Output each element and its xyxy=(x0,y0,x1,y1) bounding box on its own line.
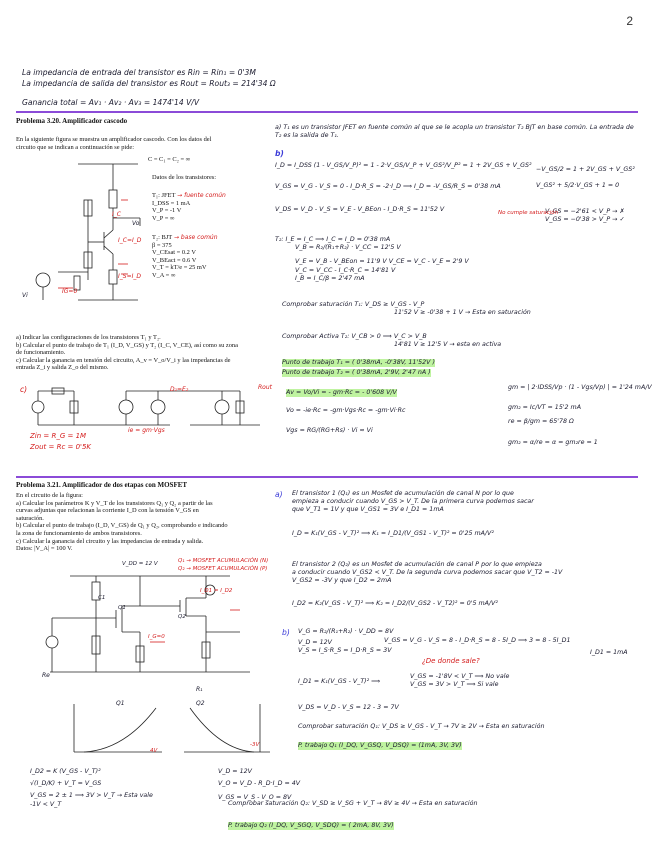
p321-bias-eqs: V_G = R₂/(R₁+R₂) · V_DD = 8V V_D = 12V V_S = I_S·R_S = I_D·R_S = 3V xyxy=(298,628,394,655)
circuit-label-q2: Q2 xyxy=(178,614,186,620)
p320-operating-point-t1: Punto de trabajo T₁ = ( 0'38mA, -0'38V, 11'52V ) xyxy=(282,359,435,366)
part-a-marker-321: a) xyxy=(275,490,283,499)
circuit-label-id1-id2: I_D1 = I_D2 xyxy=(200,588,233,594)
ss-label-d1-e2: D₁=E₂ xyxy=(170,386,189,393)
output-impedance-line: La impedancia de salida del transistor es Rout = Rout₃ = 214'34 Ω xyxy=(22,79,276,88)
part-b-marker-321: b) xyxy=(282,628,290,637)
part-b-marker-320: b) xyxy=(275,149,284,158)
circuit-label-ic-id: I_C=I_D xyxy=(118,237,142,244)
p321-sat-q2: Comprobar saturación Q₂: V_SD ≥ V_SG + V_T → 8V ≥ 4V → Esta en saturación xyxy=(228,800,478,807)
p321-transistor2-text: El transistor 2 (Q₂) es un Mosfet de acumulación de canal P por lo que empieza a conducir cuando V_GS2 < V_T. De la segunda curva podemos sacar que V_T2 = -1V V_GS2 = -3V y que I_D2 = 2mA xyxy=(292,561,563,585)
p321-vd-equations: V_D = 12V V_O = V_D - R_D·I_D = 4V V_GS = V_S - V_O = 8V xyxy=(218,768,301,802)
circuit-label-is-id: I_S=I_D xyxy=(118,273,141,280)
section-divider xyxy=(16,111,638,113)
circuit-label-ig: I_G=0 xyxy=(148,634,165,640)
p321-k2: I_D2 = K₂(V_GS - V_T)² ⟹ K₂ = I_D2/(V_GS2 - V_T2)² = 0'5 mA/V² xyxy=(292,600,498,607)
part-c-marker-320: c) xyxy=(20,385,28,394)
p320-active-check: Comprobar Activa T₂: V_CB > 0 ⟹ V_C > V_B 14'81 V ≥ 12'5 V → esta en activa xyxy=(282,333,502,349)
problem-320-questions: a) Indicar las configuraciones de los transistores T₁ y T₂. b) Calcular el punto de trabajo de T₁ (I_D, V_GS) y T₂ (I_C, V_CE), así como su zona de funcionamiento. c) Calcular la ganancia en tensión del circuito, A_v = V_o/V_i y las impedancias de entrada Z_i y salida Z_o del mismo. xyxy=(16,334,238,372)
vdd-label: V_DD = 12 V xyxy=(122,561,158,567)
p320-no-sat-note: No cumple saturación xyxy=(498,210,559,216)
p321-id-equations: I_D2 = K (V_GS - V_T)² √(I_D/K) + V_T = V_GS V_GS = 2 ± 1 ⟹ 3V > V_T → Esta vale -1V < V_T xyxy=(30,768,153,808)
p321-operating-point-q2: P. trabajo Q₂ (I_DQ, V_SGQ, V_SDQ) = ( 2mA, 8V, 3V) xyxy=(228,822,394,829)
p320-quadratic: −V_GS/2 = 1 + 2V_GS + V_GS² V_GS² + 5/2·V_GS + 1 = 0 xyxy=(536,166,635,190)
circuit-label-q1: Q1 xyxy=(118,605,126,611)
p320-eq-id: I_D = I_DSS (1 - V_GS/V_P)² = 1 - 2·V_GS/V_P + V_GS²/V_P² = 1 + 2V_GS + V_GS² xyxy=(275,162,532,169)
transistor-data-title: Datos de los transistores: xyxy=(152,174,217,181)
circuit-label-vo: Vo xyxy=(132,220,140,227)
p321-k1: I_D = K₁(V_GS - V_T)² ⟹ K₁ = I_D1/(V_GS1 - V_T)² = 0'25 mA/V² xyxy=(292,530,494,537)
p320-eq-vds: V_DS = V_D - V_S = V_E - V_BEon - I_D·R_S = 11'52 V xyxy=(275,206,445,213)
circuit-label-ig: IG=0 xyxy=(62,288,78,295)
problem-321-statement: En el circuito de la figura: a) Calcular los parámetros K y V_T de los transistores Q₁ y Q₂ a partir de las curvas adjuntas que relacionan la corriente I_D con la tensión V_GS en saturación. b) Calcular el punto de trabajo (I_D, V_GS) de Q₁ y Q₂, comprobando e indicando la zona de funcionamiento de ambos transistores. c) Calcular la ganancia del circuito y las impedancias de entrada y salida. Datos: |V_A| = 100 V. xyxy=(16,492,228,553)
p321-k1-check: I_D1 = K₁(V_GS - V_T)² ⟹ xyxy=(298,678,381,685)
t2-data: T₂: BJT → base común β = 375 V_CEsat = 0.2 V V_BEact = 0.6 V V_T = kT/e = 25 mV V_A = ∞ xyxy=(152,234,218,279)
q2-type-note: Q₂ → MOSFET ACUMULACIÓN (P) xyxy=(178,566,268,572)
input-impedance-line: La impedancia de entrada del transistor es Rin = Rin₁ = 0'3M xyxy=(22,68,256,77)
problem-320-title: Problema 3.20. Amplificador cascodo xyxy=(16,117,128,125)
graph-q1-axis-value: 4V xyxy=(150,748,158,754)
p321-vgs-eq: V_GS = V_G - V_S = 8 - I_D·R_S = 8 - 5I_D ⟹ 3 = 8 - 5I_D1 xyxy=(384,637,571,644)
p321-vds: V_DS = V_D - V_S = 12 - 3 = 7V xyxy=(298,704,399,711)
p321-sat-q1: Comprobar saturación Q₁: V_DS ≥ V_GS - V_T → 7V ≥ 2V → Esta en saturación xyxy=(298,723,545,730)
p321-answer-a: El transistor 1 (Q₁) es un Mosfet de acumulación de canal N por lo que empieza a conducir cuando V_GS > V_T. De la primera curva podemos sacar que V_T1 = 1V y que V_GS1 = 3V e I_D1 = 1mA xyxy=(292,490,534,514)
p320-answer-a: a) T₁ es un transistor JFET en fuente común al que se le acopla un transistor T₂ BJT en base común. La entrada de T₂ es la salida de T₁. xyxy=(275,124,634,140)
p320-t2-eqs: T₂: I_E = I_C ⟹ I_C ≈ I_D = 0'38 mA V_B = R₂/(R₁+R₂) · V_CC = 12'5 V V_E = V_B - V_BEon = 11'9 V V_CE = V_C - V_E = 2'9 V V_C = V_CC - I_C·R_C = 14'81 V I_B = I_C/β = 2'47 mA xyxy=(275,236,469,282)
q1-type-note: Q₁ → MOSFET ACUMULACIÓN (N) xyxy=(178,558,269,564)
p320-vgs-expr: Vgs = RG/(RG+Rs) · Vi ≈ Vi xyxy=(286,427,373,434)
p320-vo-expr: Vo = -ie·Rc = -gm·Vgs·Rc = -gm·Vi·Rc xyxy=(286,407,406,414)
p320-roots: V_GS = −2'61 < V_P → ✗ V_GS = −0'38 > V_P → ✓ xyxy=(545,208,625,224)
p321-question-note: ¿De donde sale? xyxy=(422,657,480,665)
circuit-label-c1: C1 xyxy=(98,595,106,601)
p321-operating-point-q1: P. trabajo Q₁ (I_DQ, V_GSQ, V_DSQ) = (1mA, 3V, 3V) xyxy=(298,742,462,749)
p321-vgs-roots: V_GS = -1'8V < V_T ⟹ No vale V_GS = 3V > V_T ⟹ Si vale xyxy=(410,673,510,689)
id-vgs-curves xyxy=(64,700,274,762)
zin-value: Zin = R_G = 1M xyxy=(30,432,87,440)
graph-q2-axis-value: -3V xyxy=(250,742,260,748)
cascode-circuit-diagram xyxy=(18,160,150,330)
p320-av: Av = Vo/Vi = - gm·Rc = - 0'608 V/V xyxy=(286,389,397,396)
graph-q2-title: Q2 xyxy=(196,700,205,707)
circuit-label-vi: Vi xyxy=(22,292,28,299)
circuit-label-re: Re xyxy=(42,672,50,679)
p320-eq-vgs: V_GS = V_G - V_S = 0 - I_D·R_S = -2·I_D ⟹ I_D = -V_GS/R_S = 0'38 mA xyxy=(275,183,501,190)
capacitor-values: C = C₁ = C₂ = ∞ xyxy=(148,156,191,163)
circuit-label-r1: R₁ xyxy=(196,686,203,693)
p320-sat-check: Comprobar saturación T₁: V_DS ≥ V_GS - V_P 11'52 V ≥ -0'38 + 1 V → Esta en saturación xyxy=(282,301,531,317)
zout-value: Zout = Rc = 0'5K xyxy=(30,443,92,451)
p321-id1: I_D1 = 1mA xyxy=(590,649,628,656)
p320-gm-block: gm = | 2·IDSS/Vp · (1 - Vgs/Vp) | = 1'24 mA/V gm₂ = Ic/VT = 15'2 mA re = β/gm = 65'78 Ω gm₂ = α/re = α = gm₂re = 1 xyxy=(508,384,652,446)
ss-label-ie: ie = gm·Vgs xyxy=(128,427,165,434)
section-divider-2 xyxy=(16,476,638,478)
p320-operating-point-t2: Punto de trabajo T₂ = ( 0'38mA, 2'9V, 2'47 nA ) xyxy=(282,369,431,376)
circuit-label-ic: I_C xyxy=(112,211,121,218)
problem-320-intro: En la siguiente figura se muestra un amplificador cascodo. Con los datos del circuito que se indican a continuación se pide: xyxy=(16,136,212,151)
t1-data: T₁: JFET → fuente común I_DSS = 1 mA V_P = -1 V V_P = ∞ xyxy=(152,192,226,222)
ss-label-rout: Rout xyxy=(258,384,272,391)
problem-321-title: Problema 3.21. Amplificador de dos etapas con MOSFET xyxy=(16,481,188,489)
graph-q1-title: Q1 xyxy=(116,700,125,707)
total-gain-line: Ganancia total = Av₁ · Av₂ · Av₃ = 1474'14 V/V xyxy=(22,98,200,107)
page-number: 2 xyxy=(626,14,633,28)
